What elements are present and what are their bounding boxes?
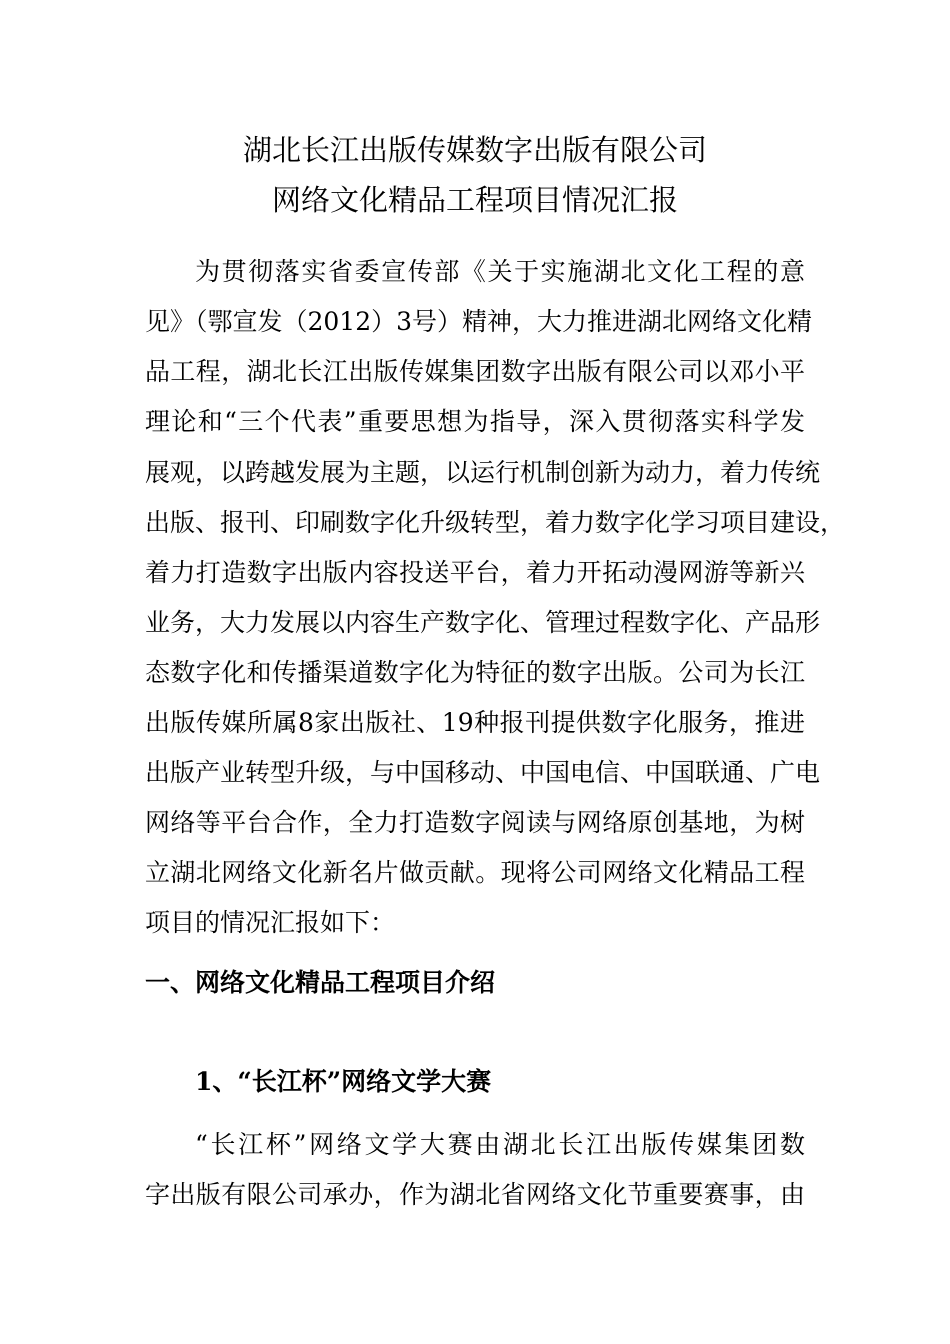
intro-line: 项目的情况汇报如下： [145, 908, 396, 937]
intro-line: 出版产业转型升级，与中国移动、中国电信、中国联通、广电 [145, 758, 821, 787]
section-heading: 一、网络文化精品工程项目介绍 [145, 968, 496, 997]
subsection-heading: 1、“长江杯”网络文学大赛 [195, 1067, 492, 1096]
intro-line: 立湖北网络文化新名片做贡献。现将公司网络文化精品工程 [145, 858, 805, 887]
intro-line: 理论和“三个代表”重要思想为指导，深入贯彻落实科学发 [145, 407, 805, 436]
subsection-line: “长江杯”网络文学大赛由湖北长江出版传媒集团数 [195, 1130, 805, 1159]
intro-line: 出版、报刊、印刷数字化升级转型，着力数字化学习项目建设， [145, 508, 846, 537]
intro-line: 态数字化和传播渠道数字化为特征的数字出版。公司为长江 [145, 658, 805, 687]
intro-line: 展观，以跨越发展为主题，以运行机制创新为动力，着力传统 [145, 458, 821, 487]
subsection-line: 字出版有限公司承办，作为湖北省网络文化节重要赛事，由 [145, 1180, 805, 1209]
intro-line: 品工程，湖北长江出版传媒集团数字出版有限公司以邓小平 [145, 357, 805, 386]
intro-line: 见》（鄂宣发（2012）3号）精神，大力推进湖北网络文化精 [145, 307, 813, 336]
intro-line: 网络等平台合作，全力打造数字阅读与网络原创基地，为树 [145, 808, 805, 837]
intro-line: 为贯彻落实省委宣传部《关于实施湖北文化工程的意 [195, 257, 805, 286]
document-title-line-2: 网络文化精品工程项目情况汇报 [271, 183, 678, 217]
intro-line: 出版传媒所属8家出版社、19种报刊提供数字化服务，推进 [145, 708, 805, 737]
intro-line: 业务，大力发展以内容生产数字化、管理过程数字化、产品形 [145, 608, 821, 637]
intro-line: 着力打造数字出版内容投送平台，着力开拓动漫网游等新兴 [145, 558, 805, 587]
document-title-line-1: 湖北长江出版传媒数字出版有限公司 [242, 133, 707, 167]
